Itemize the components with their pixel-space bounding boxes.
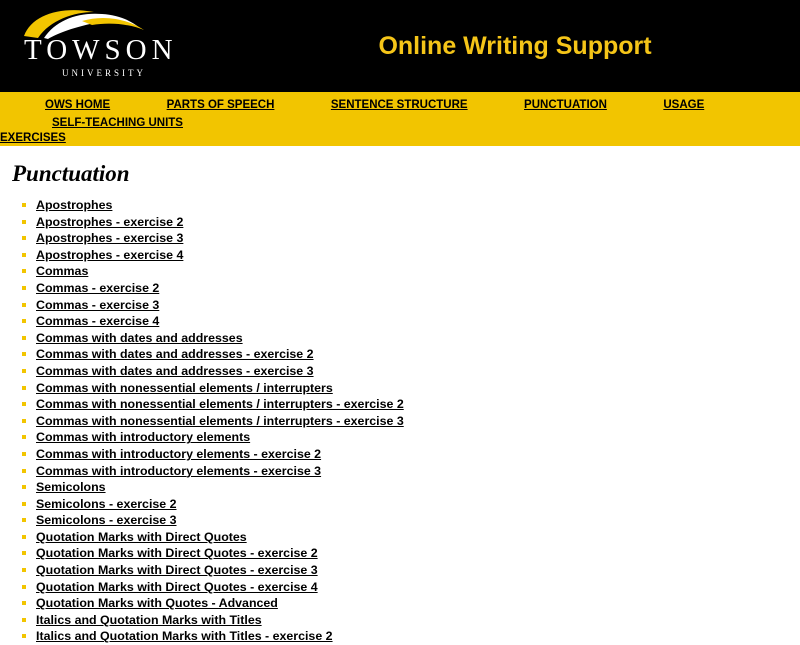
link-commas-exercise-2[interactable]: Commas - exercise 2	[36, 280, 160, 295]
list-item	[18, 463, 800, 480]
link-commas-exercise-3[interactable]: Commas - exercise 3	[36, 297, 160, 312]
list-item	[18, 429, 800, 446]
list-item	[18, 479, 800, 496]
site-banner	[0, 0, 800, 92]
nav-item-self-teaching-units[interactable]: SELF-TEACHING UNITS	[52, 117, 183, 129]
list-item	[18, 446, 800, 463]
nav-item-punctuation[interactable]: PUNCTUATION	[524, 99, 607, 111]
list-item	[18, 628, 800, 645]
list-item	[18, 545, 800, 562]
nav-item-parts-of-speech[interactable]: PARTS OF SPEECH	[166, 99, 275, 111]
link-commas-exercise-4[interactable]: Commas - exercise 4	[36, 314, 160, 329]
link-commas-dates-addresses-exercise-3[interactable]: Commas with dates and addresses - exercise 3	[36, 363, 314, 378]
list-item	[18, 413, 800, 430]
link-quotation-marks-direct-quotes-exercise-2[interactable]: Quotation Marks with Direct Quotes - exercise 2	[36, 546, 318, 561]
link-commas-nonessential-exercise-3[interactable]: Commas with nonessential elements / interrupters - exercise 3	[36, 413, 404, 428]
site-title: Online Writing Support	[378, 31, 652, 60]
link-semicolons-exercise-3[interactable]: Semicolons - exercise 3	[36, 513, 177, 528]
link-commas-introductory-exercise-2[interactable]: Commas with introductory elements - exercise 2	[36, 446, 322, 461]
list-item	[18, 380, 800, 397]
list-item	[18, 529, 800, 546]
list-item	[18, 330, 800, 347]
list-item	[18, 313, 800, 330]
link-semicolons[interactable]: Semicolons	[36, 480, 106, 495]
list-item	[18, 230, 800, 247]
link-italics-quotation-titles[interactable]: Italics and Quotation Marks with Titles	[36, 612, 262, 627]
list-item	[18, 579, 800, 596]
nav-item-ows-home[interactable]: OWS HOME	[45, 99, 111, 111]
link-apostrophes-exercise-3[interactable]: Apostrophes - exercise 3	[36, 231, 184, 246]
link-quotation-marks-direct-quotes-exercise-3[interactable]: Quotation Marks with Direct Quotes - exercise 3	[36, 563, 318, 578]
main-navigation	[0, 92, 800, 146]
list-item	[18, 297, 800, 314]
link-commas-dates-addresses[interactable]: Commas with dates and addresses	[36, 330, 243, 345]
nav-item-sentence-structure[interactable]: SENTENCE STRUCTURE	[330, 99, 468, 111]
page-title: Punctuation	[12, 161, 130, 186]
link-apostrophes-exercise-2[interactable]: Apostrophes - exercise 2	[36, 214, 184, 229]
list-item	[18, 396, 800, 413]
list-item	[18, 197, 800, 214]
nav-row-primary	[0, 95, 800, 144]
link-commas-nonessential-exercise-2[interactable]: Commas with nonessential elements / interrupters - exercise 2	[36, 397, 404, 412]
list-item	[18, 247, 800, 264]
link-apostrophes-exercise-4[interactable]: Apostrophes - exercise 4	[36, 247, 184, 262]
link-italics-quotation-titles-exercise-2[interactable]: Italics and Quotation Marks with Titles - exercise 2	[36, 629, 333, 644]
list-item	[18, 263, 800, 280]
university-subtitle: UNIVERSITY	[62, 68, 146, 78]
nav-item-usage[interactable]: USAGE	[663, 99, 705, 111]
list-item	[18, 562, 800, 579]
link-apostrophes[interactable]: Apostrophes	[36, 198, 113, 212]
link-quotation-marks-direct-quotes[interactable]: Quotation Marks with Direct Quotes	[36, 529, 247, 544]
punctuation-link-list	[0, 197, 800, 645]
list-item	[18, 595, 800, 612]
link-quotation-marks-direct-quotes-exercise-4[interactable]: Quotation Marks with Direct Quotes - exercise 4	[36, 579, 318, 594]
list-item	[18, 612, 800, 629]
list-item	[18, 496, 800, 513]
towson-logo[interactable]	[0, 0, 300, 92]
list-item	[18, 214, 800, 231]
nav-item-exercises[interactable]: EXERCISES	[0, 132, 66, 144]
university-name: TOWSON	[24, 34, 178, 66]
link-quotation-marks-quotes-advanced[interactable]: Quotation Marks with Quotes - Advanced	[36, 596, 278, 611]
list-item	[18, 346, 800, 363]
link-commas-introductory-exercise-3[interactable]: Commas with introductory elements - exercise 3	[36, 463, 322, 478]
list-item	[18, 363, 800, 380]
list-item	[18, 512, 800, 529]
link-commas-dates-addresses-exercise-2[interactable]: Commas with dates and addresses - exercise 2	[36, 347, 314, 362]
list-item	[18, 280, 800, 297]
link-semicolons-exercise-2[interactable]: Semicolons - exercise 2	[36, 496, 177, 511]
link-commas-introductory[interactable]: Commas with introductory elements	[36, 430, 251, 445]
page-content	[0, 161, 800, 645]
link-commas-nonessential[interactable]: Commas with nonessential elements / interrupters	[36, 380, 333, 395]
link-commas[interactable]: Commas	[36, 264, 89, 279]
